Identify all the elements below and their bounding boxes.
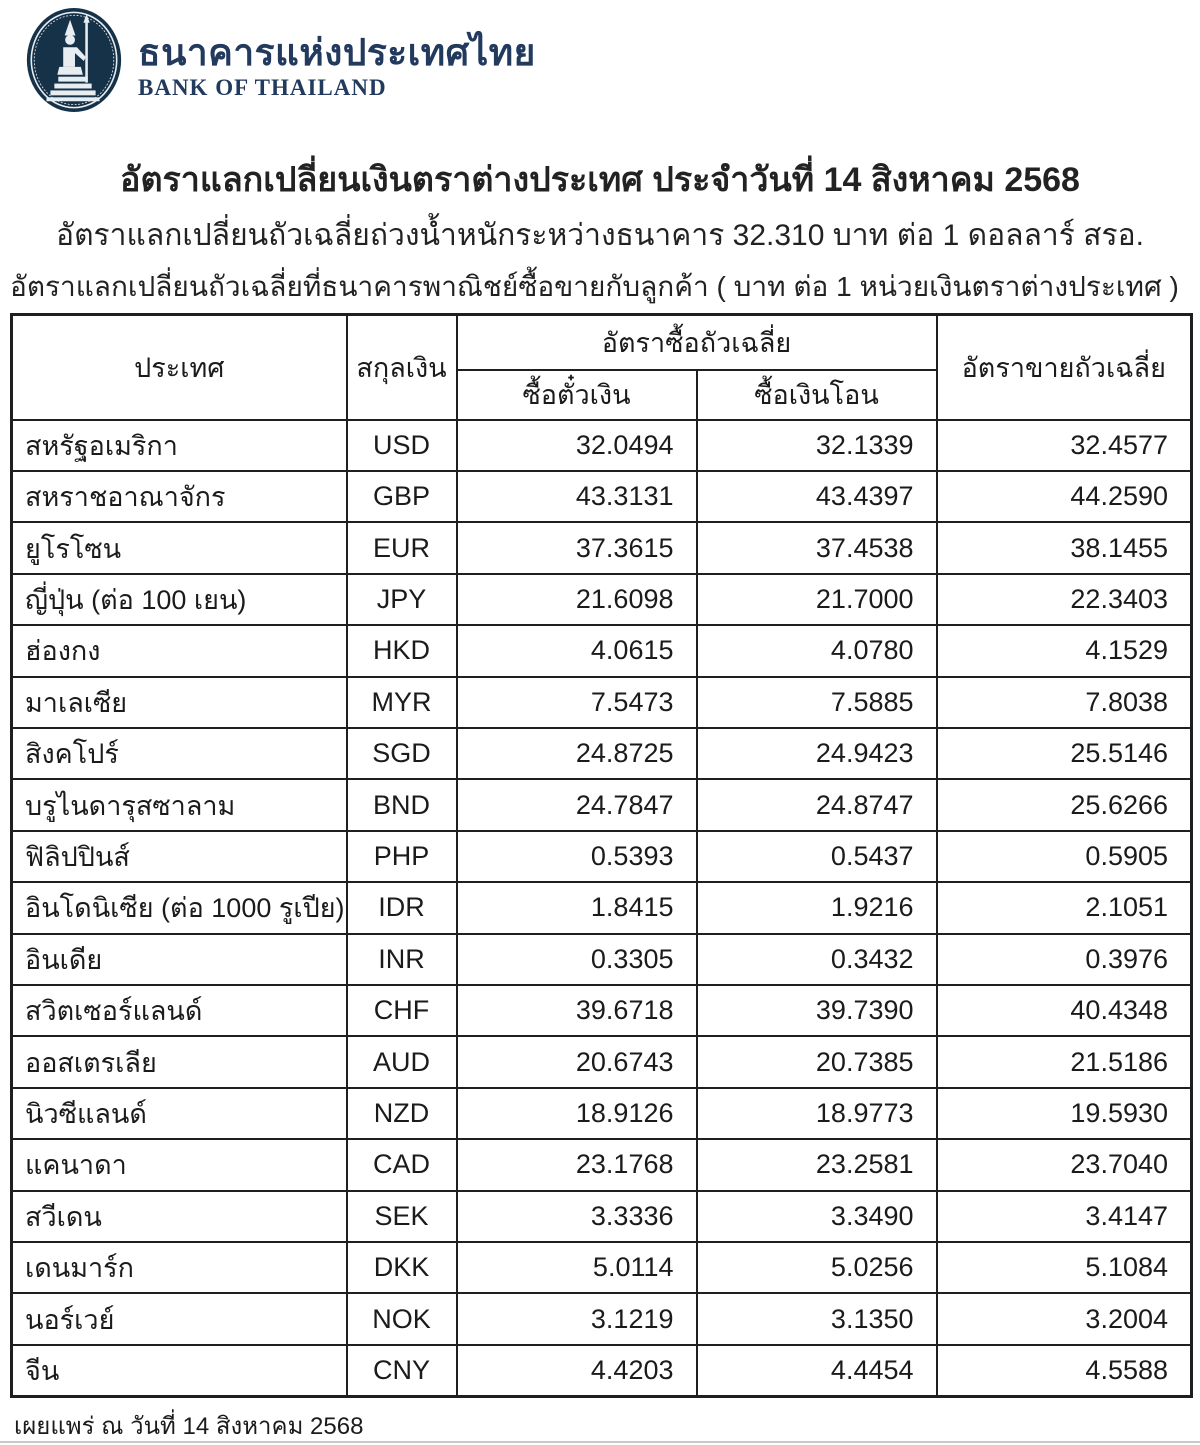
table-row <box>12 1088 1192 1139</box>
country-cell: จีน <box>12 1345 347 1397</box>
buying-transfer-rate-cell: 18.9773 <box>697 1088 937 1139</box>
buying-transfer-rate-cell: 23.2581 <box>697 1139 937 1190</box>
column-header-country: ประเทศ <box>12 315 347 420</box>
buying-bill-rate-cell: 18.9126 <box>457 1088 697 1139</box>
country-cell: ฟิลิปปินส์ <box>12 831 347 882</box>
buying-transfer-rate-cell: 3.3490 <box>697 1191 937 1242</box>
country-cell: นิวซีแลนด์ <box>12 1088 347 1139</box>
selling-rate-cell: 40.4348 <box>937 985 1192 1036</box>
currency-code-cell: AUD <box>347 1036 457 1087</box>
country-cell: อินโดนิเซีย (ต่อ 1000 รูเปีย) <box>12 882 347 933</box>
currency-code-cell: HKD <box>347 625 457 676</box>
country-cell: ญี่ปุ่น (ต่อ 100 เยน) <box>12 574 347 625</box>
buying-transfer-rate-cell: 43.4397 <box>697 471 937 522</box>
country-cell: สิงคโปร์ <box>12 728 347 779</box>
currency-code-cell: CHF <box>347 985 457 1036</box>
selling-rate-cell: 19.5930 <box>937 1088 1192 1139</box>
column-header-currency: สกุลเงิน <box>347 315 457 420</box>
table-row <box>12 831 1192 882</box>
table-row <box>12 1242 1192 1293</box>
table-row <box>12 1293 1192 1344</box>
currency-code-cell: EUR <box>347 522 457 573</box>
table-caption-note: อัตราแลกเปลี่ยนถัวเฉลี่ยที่ธนาคารพาณิชย์ซื้อขายกับลูกค้า ( บาท ต่อ 1 หน่วยเงินตราต่างประเทศ ) <box>10 271 1179 302</box>
buying-transfer-rate-cell: 0.3432 <box>697 934 937 985</box>
country-cell: บรูไนดารุสซาลาม <box>12 779 347 830</box>
country-cell: ออสเตรเลีย <box>12 1036 347 1087</box>
weighted-average-rate-line: อัตราแลกเปลี่ยนถัวเฉลี่ยถ่วงน้ำหนักระหว่างธนาคาร 32.310 บาท ต่อ 1 ดอลลาร์ สรอ. <box>56 219 1144 252</box>
bank-thai-name: ธนาคารแห่งประเทศไทย <box>138 31 536 73</box>
column-header-selling: อัตราขายถัวเฉลี่ย <box>937 315 1192 420</box>
buying-bill-rate-cell: 1.8415 <box>457 882 697 933</box>
buying-transfer-rate-cell: 5.0256 <box>697 1242 937 1293</box>
currency-code-cell: PHP <box>347 831 457 882</box>
country-cell: แคนาดา <box>12 1139 347 1190</box>
buying-bill-rate-cell: 21.6098 <box>457 574 697 625</box>
bank-english-name: BANK OF THAILAND <box>138 75 387 101</box>
buying-transfer-rate-cell: 21.7000 <box>697 574 937 625</box>
country-cell: สหราชอาณาจักร <box>12 471 347 522</box>
selling-rate-cell: 3.4147 <box>937 1191 1192 1242</box>
buying-transfer-rate-cell: 3.1350 <box>697 1293 937 1344</box>
page-title: อัตราแลกเปลี่ยนเงินตราต่างประเทศ ประจำวันที่ 14 สิงหาคม 2568 <box>120 161 1080 199</box>
country-cell: มาเลเซีย <box>12 677 347 728</box>
buying-bill-rate-cell: 32.0494 <box>457 420 697 471</box>
country-cell: อินเดีย <box>12 934 347 985</box>
brand-names <box>138 19 536 102</box>
selling-rate-cell: 0.3976 <box>937 934 1192 985</box>
currency-code-cell: IDR <box>347 882 457 933</box>
selling-rate-cell: 25.5146 <box>937 728 1192 779</box>
currency-code-cell: CAD <box>347 1139 457 1190</box>
country-cell: ฮ่องกง <box>12 625 347 676</box>
buying-bill-rate-cell: 7.5473 <box>457 677 697 728</box>
buying-transfer-rate-cell: 39.7390 <box>697 985 937 1036</box>
currency-code-cell: NOK <box>347 1293 457 1344</box>
buying-transfer-rate-cell: 7.5885 <box>697 677 937 728</box>
table-row <box>12 934 1192 985</box>
selling-rate-cell: 23.7040 <box>937 1139 1192 1190</box>
currency-code-cell: GBP <box>347 471 457 522</box>
currency-code-cell: CNY <box>347 1345 457 1397</box>
buying-bill-rate-cell: 39.6718 <box>457 985 697 1036</box>
bank-of-thailand-brand <box>24 6 536 114</box>
buying-bill-rate-cell: 3.1219 <box>457 1293 697 1344</box>
buying-transfer-rate-cell: 0.5437 <box>697 831 937 882</box>
selling-rate-cell: 3.2004 <box>937 1293 1192 1344</box>
column-header-buying-transfer: ซื้อเงินโอน <box>697 370 937 420</box>
buying-bill-rate-cell: 0.3305 <box>457 934 697 985</box>
currency-code-cell: SGD <box>347 728 457 779</box>
country-cell: เดนมาร์ก <box>12 1242 347 1293</box>
buying-bill-rate-cell: 37.3615 <box>457 522 697 573</box>
buying-transfer-rate-cell: 24.9423 <box>697 728 937 779</box>
selling-rate-cell: 7.8038 <box>937 677 1192 728</box>
table-row <box>12 420 1192 471</box>
selling-rate-cell: 5.1084 <box>937 1242 1192 1293</box>
table-row <box>12 1036 1192 1087</box>
exchange-rate-table <box>10 313 1193 1398</box>
selling-rate-cell: 44.2590 <box>937 471 1192 522</box>
buying-bill-rate-cell: 23.1768 <box>457 1139 697 1190</box>
selling-rate-cell: 25.6266 <box>937 779 1192 830</box>
table-row <box>12 625 1192 676</box>
rates-tbody <box>12 420 1192 1397</box>
table-row <box>12 985 1192 1036</box>
buying-transfer-rate-cell: 32.1339 <box>697 420 937 471</box>
currency-code-cell: BND <box>347 779 457 830</box>
currency-code-cell: DKK <box>347 1242 457 1293</box>
table-row <box>12 1191 1192 1242</box>
selling-rate-cell: 22.3403 <box>937 574 1192 625</box>
table-row <box>12 1139 1192 1190</box>
country-cell: สหรัฐอเมริกา <box>12 420 347 471</box>
table-row <box>12 574 1192 625</box>
currency-code-cell: USD <box>347 420 457 471</box>
buying-transfer-rate-cell: 4.4454 <box>697 1345 937 1397</box>
table-row <box>12 522 1192 573</box>
currency-code-cell: JPY <box>347 574 457 625</box>
buying-transfer-rate-cell: 4.0780 <box>697 625 937 676</box>
currency-code-cell: INR <box>347 934 457 985</box>
buying-bill-rate-cell: 4.4203 <box>457 1345 697 1397</box>
buying-bill-rate-cell: 24.7847 <box>457 779 697 830</box>
table-row <box>12 779 1192 830</box>
currency-code-cell: SEK <box>347 1191 457 1242</box>
bank-of-thailand-emblem-icon <box>24 6 124 114</box>
selling-rate-cell: 38.1455 <box>937 522 1192 573</box>
buying-bill-rate-cell: 4.0615 <box>457 625 697 676</box>
buying-bill-rate-cell: 5.0114 <box>457 1242 697 1293</box>
buying-transfer-rate-cell: 24.8747 <box>697 779 937 830</box>
selling-rate-cell: 4.1529 <box>937 625 1192 676</box>
buying-bill-rate-cell: 24.8725 <box>457 728 697 779</box>
country-cell: สวีเดน <box>12 1191 347 1242</box>
currency-code-cell: NZD <box>347 1088 457 1139</box>
selling-rate-cell: 21.5186 <box>937 1036 1192 1087</box>
buying-transfer-rate-cell: 37.4538 <box>697 522 937 573</box>
table-row <box>12 1345 1192 1397</box>
currency-code-cell: MYR <box>347 677 457 728</box>
buying-transfer-rate-cell: 20.7385 <box>697 1036 937 1087</box>
buying-bill-rate-cell: 43.3131 <box>457 471 697 522</box>
buying-bill-rate-cell: 20.6743 <box>457 1036 697 1087</box>
buying-bill-rate-cell: 0.5393 <box>457 831 697 882</box>
table-row <box>12 882 1192 933</box>
country-cell: นอร์เวย์ <box>12 1293 347 1344</box>
table-row <box>12 471 1192 522</box>
table-row <box>12 728 1192 779</box>
bottom-divider <box>0 1441 1200 1443</box>
country-cell: ยูโรโซน <box>12 522 347 573</box>
selling-rate-cell: 32.4577 <box>937 420 1192 471</box>
selling-rate-cell: 4.5588 <box>937 1345 1192 1397</box>
selling-rate-cell: 0.5905 <box>937 831 1192 882</box>
column-header-buying-bill: ซื้อตั๋วเงิน <box>457 370 697 420</box>
column-header-buying-group: อัตราซื้อถัวเฉลี่ย <box>457 315 937 370</box>
table-row <box>12 677 1192 728</box>
buying-bill-rate-cell: 3.3336 <box>457 1191 697 1242</box>
published-date-note: เผยแพร่ ณ วันที่ 14 สิงหาคม 2568 <box>14 1413 364 1440</box>
country-cell: สวิตเซอร์แลนด์ <box>12 985 347 1036</box>
buying-transfer-rate-cell: 1.9216 <box>697 882 937 933</box>
selling-rate-cell: 2.1051 <box>937 882 1192 933</box>
